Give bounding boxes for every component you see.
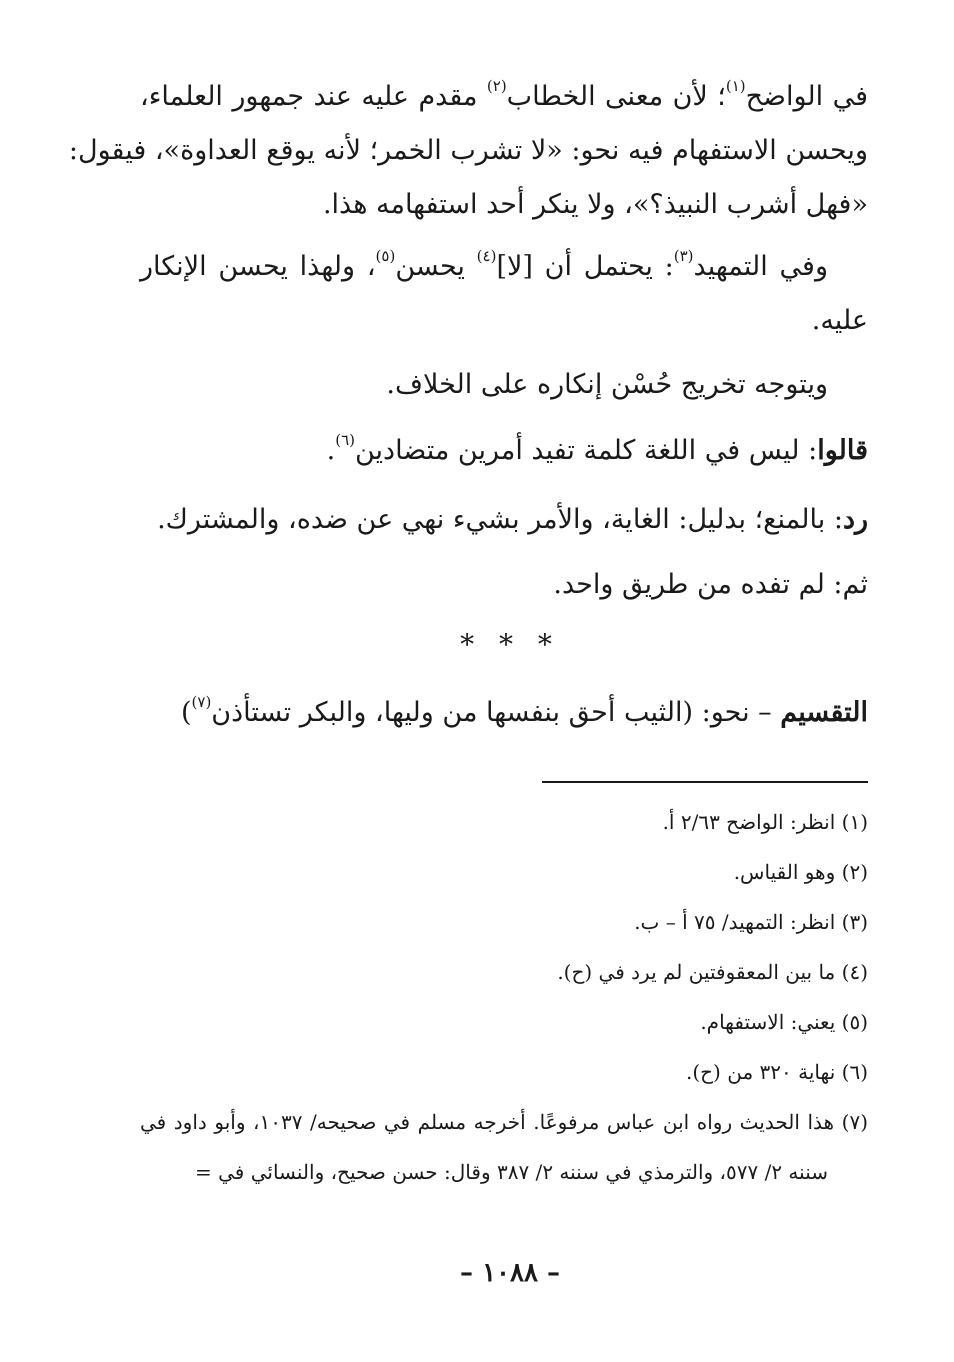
footnote-ref-2[interactable]: (٢): [486, 77, 507, 95]
footnote-ref-4[interactable]: (٤): [476, 247, 497, 265]
footnote-6: (٦) نهاية ٣٢٠ من (ح).: [685, 1060, 868, 1084]
paragraph-1: [68, 70, 868, 232]
keyword-qalu: قالوا: [817, 435, 868, 466]
text-segment: في الواضح: [745, 81, 868, 112]
text-segment: – نحو: (الثيب أحق بنفسها من وليها، والبكر تستأذن: [211, 697, 781, 728]
paragraph-2-line-1: [140, 240, 868, 294]
main-text-2: [140, 240, 868, 348]
keyword-taqsim: التقسيم: [780, 697, 868, 728]
text-segment: ، ولهذا يحسن الإنكار: [140, 251, 376, 282]
footnote-2: (٢) وهو القياس.: [733, 860, 868, 884]
footnote-ref-5[interactable]: (٥): [375, 247, 396, 265]
main-text-4: [140, 424, 868, 478]
footnote-ref-7[interactable]: (٧): [191, 693, 212, 711]
text-segment: يحسن: [395, 251, 477, 282]
text-segment: ): [180, 697, 192, 728]
text-segment: : بالمنع؛ بدليل: الغاية، والأمر بشيء نهي عن ضده، والمشترك.: [157, 504, 843, 535]
text-segment: وفي التمهيد: [693, 251, 828, 282]
footnote-divider: [542, 781, 868, 783]
footnote-ref-3[interactable]: (٣): [673, 247, 694, 265]
paragraph-1-line-1: [140, 70, 868, 124]
footnote-5: (٥) يعني: الاستفهام.: [700, 1010, 868, 1034]
text-segment: مقدم عليه عند جمهور العلماء،: [140, 81, 487, 112]
text-segment: ؛ لأن معنى الخطاب: [506, 81, 726, 112]
paragraph-2-line-2: عليه.: [811, 305, 868, 336]
footnote-3: (٣) انظر: التمهيد/ ٧٥ أ – ب.: [634, 910, 868, 934]
paragraph-1-line-2: ويحسن الاستفهام فيه نحو: «لا تشرب الخمر؛ لأنه يوقع العداوة»، فيقول:: [68, 135, 868, 166]
paragraph-5: [140, 493, 868, 547]
paragraph-6: ثم: لم تفده من طريق واحد.: [553, 569, 868, 600]
main-text-5: [140, 493, 868, 547]
text-segment: .: [326, 435, 336, 466]
main-text: [68, 70, 868, 232]
paragraph-7: [140, 686, 868, 740]
main-text-3: [140, 358, 868, 412]
page-number: – ١٠٨٨ –: [460, 1258, 560, 1288]
footnote-7: (٧) هذا الحديث رواه ابن عباس مرفوعًا. أخرجه مسلم في صحيحه/ ١٠٣٧، وأبو داود في: [140, 1110, 868, 1134]
footnote-7-continued: سننه ٢/ ٥٧٧، والترمذي في سننه ٢/ ٣٨٧ وقال: حسن صحيح، والنسائي في =: [195, 1160, 828, 1184]
footnotes: [140, 810, 868, 1210]
paragraph-2: [140, 240, 868, 348]
footnote-1: (١) انظر: الواضح ٢/٦٣ أ.: [662, 810, 868, 834]
paragraph-1-line-3: «فهل أشرب النبيذ؟»، ولا ينكر أحد استفهامه هذا.: [322, 189, 868, 220]
text-segment: : يحتمل أن [لا]: [496, 251, 674, 282]
paragraph-4: [140, 424, 868, 478]
section-separator: * * *: [460, 628, 560, 661]
footnote-ref-1[interactable]: (١): [725, 77, 746, 95]
paragraph-3: ويتوجه تخريج حُسْن إنكاره على الخلاف.: [386, 369, 828, 400]
main-text-7: [140, 686, 868, 740]
main-text-6: [140, 558, 868, 612]
footnote-4: (٤) ما بين المعقوفتين لم يرد في (ح).: [557, 960, 868, 984]
text-segment: : ليس في اللغة كلمة تفيد أمرين متضادين: [354, 435, 818, 466]
keyword-radd: رد: [842, 504, 868, 535]
footnote-ref-6[interactable]: (٦): [335, 431, 355, 449]
